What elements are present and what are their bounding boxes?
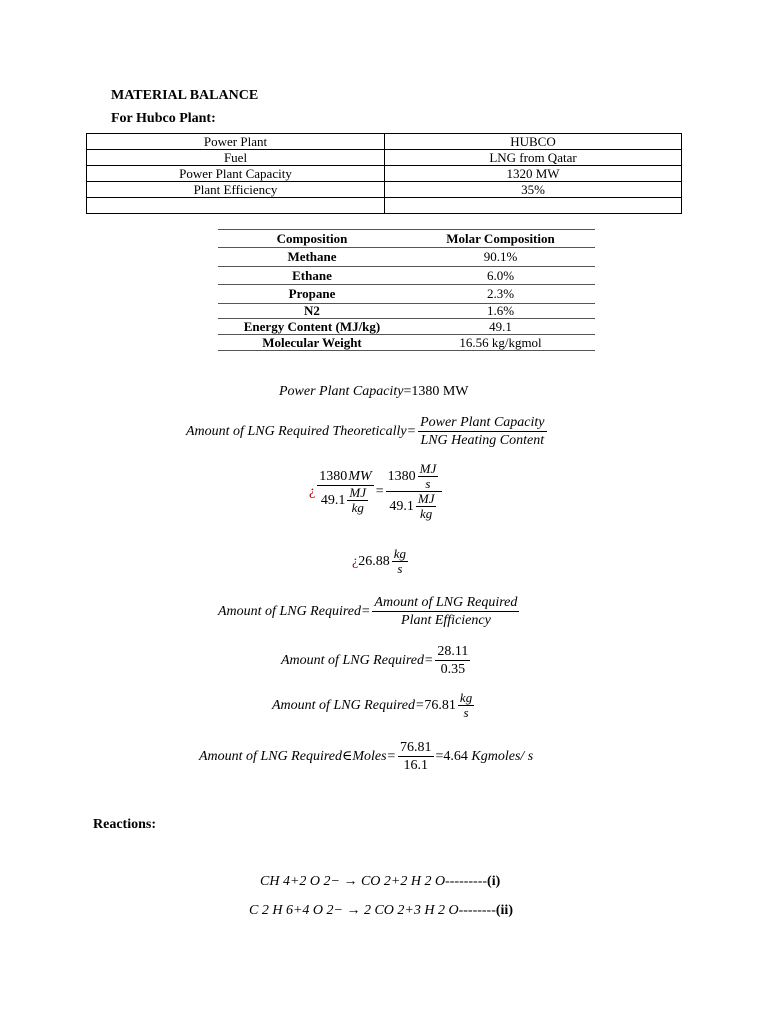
eq4-unit: [392, 547, 408, 576]
reaction-1: [260, 874, 500, 890]
eq6-numerator: 28.11: [437, 644, 469, 659]
eq1-rhs: =1380 MW: [403, 384, 469, 399]
eq6-lhs: Amount of LNG Required=: [281, 652, 434, 668]
reaction-2-label: (ii): [495, 903, 513, 918]
eq3-num2-unit-num: MJ: [419, 461, 437, 476]
eq2-denominator: LNG Heating Content: [420, 433, 545, 448]
plant-table-label: Fuel: [87, 150, 385, 166]
composition-value: 16.56 kg/kgmol: [406, 335, 595, 351]
eq8-fraction: [398, 739, 434, 774]
page-title: MATERIAL BALANCE: [111, 88, 259, 103]
equation-power-capacity: [279, 384, 469, 400]
plant-table-value: 1320 MW: [385, 166, 682, 182]
eq3-den2-unit-num: MJ: [417, 491, 435, 506]
eq1-lhs: Power Plant Capacity: [279, 384, 404, 399]
eq5-lhs: Amount of LNG Required=: [218, 603, 371, 619]
eq8-rhs-value: =4.64: [435, 748, 468, 764]
reaction-2-dashes: --------: [458, 903, 496, 918]
eq8-denominator: 16.1: [403, 758, 428, 773]
composition-name: Ethane: [218, 267, 406, 285]
composition-value: 6.0%: [406, 267, 595, 285]
equation-lng-moles: [199, 739, 533, 774]
eq3-equals: =: [375, 483, 384, 499]
eq3-den2-value: 49.1: [389, 499, 414, 514]
composition-value: 2.3%: [406, 285, 595, 304]
composition-header-row: [218, 230, 595, 248]
plant-table-value: HUBCO: [385, 134, 682, 150]
plant-table-value: 35%: [385, 182, 682, 198]
composition-row: [218, 304, 595, 319]
eq3-num2-unit-den: s: [425, 476, 431, 491]
plant-table-label: Power Plant: [87, 134, 385, 150]
reaction-1-formula: CH 4+2 O 2− → CO 2+2 H 2 O: [260, 874, 446, 889]
plant-table-row: [87, 150, 682, 166]
eq5-numerator: Amount of LNG Required: [374, 595, 518, 610]
eq2-numerator: Power Plant Capacity: [420, 415, 545, 430]
plant-table-value: LNG from Qatar: [385, 150, 682, 166]
composition-row: [218, 335, 595, 351]
eq7-value: 76.81: [424, 697, 456, 713]
eq3-den1-unit-num: MJ: [349, 485, 367, 500]
eq8-lhs: Amount of LNG Required∈Moles=: [199, 749, 396, 764]
reaction-1-dashes: ---------: [445, 874, 488, 889]
eq3-value1: 1380: [319, 469, 348, 484]
composition-row: [218, 248, 595, 267]
plant-table-row: [87, 166, 682, 182]
eq3-num2-unit: [418, 462, 439, 491]
eq7-unit: [458, 691, 474, 720]
eq8-rhs-unit: Kgmoles/ s: [471, 748, 534, 764]
eq5-denominator: Plant Efficiency: [401, 613, 491, 628]
eq7-unit-num: kg: [459, 690, 473, 705]
reactions-heading: Reactions:: [93, 817, 156, 832]
plant-info-table: [86, 133, 682, 214]
equation-capacity-division: [309, 462, 444, 521]
plant-table-value: [385, 198, 682, 214]
plant-table-row: [87, 182, 682, 198]
equation-result-kgs: [352, 547, 410, 576]
eq4-unit-num: kg: [393, 546, 406, 561]
eq3-den1-value: 49.1: [320, 493, 346, 508]
eq6-fraction: [435, 643, 470, 678]
eq6-denominator: 0.35: [440, 662, 466, 677]
composition-name: Propane: [218, 285, 406, 304]
eq2-lhs: Amount of LNG Required Theoretically=: [186, 423, 417, 439]
equation-lng-result: [272, 691, 476, 720]
composition-value: 49.1: [406, 319, 595, 335]
composition-row: [218, 267, 595, 285]
plant-table-label: Power Plant Capacity: [87, 166, 385, 182]
eq8-numerator: 76.81: [400, 740, 432, 755]
eq3-den2-unit-den: kg: [420, 506, 433, 521]
eq3-mark: ¿: [309, 483, 316, 499]
eq3-unit1: MW: [348, 469, 372, 484]
plant-table-label: [87, 198, 385, 214]
eq3-den1-unit-den: kg: [351, 500, 364, 515]
molar-composition-header: Molar Composition: [406, 230, 595, 248]
eq4-mark: ¿: [352, 553, 359, 569]
section-subtitle: For Hubco Plant:: [111, 111, 216, 126]
composition-header: Composition: [218, 230, 406, 248]
plant-table-row: [87, 134, 682, 150]
eq7-lhs: Amount of LNG Required=: [272, 697, 425, 713]
eq7-unit-den: s: [463, 705, 469, 720]
composition-table: [218, 229, 595, 351]
composition-name: Molecular Weight: [218, 335, 406, 351]
composition-row: [218, 319, 595, 335]
reaction-2-formula: C 2 H 6+4 O 2− → 2 CO 2+3 H 2 O: [249, 903, 459, 918]
eq3-left-fraction: [317, 468, 374, 515]
reaction-2: [249, 903, 513, 919]
composition-row: [218, 285, 595, 304]
eq4-value: 26.88: [358, 553, 390, 569]
composition-name: N2: [218, 304, 406, 319]
eq3-value2: 1380: [387, 469, 416, 484]
equation-lng-efficiency: [218, 594, 521, 629]
plant-table-row: [87, 198, 682, 214]
reaction-1-label: (i): [487, 874, 501, 889]
eq3-den1-unit: [347, 486, 368, 515]
composition-name: Methane: [218, 248, 406, 267]
equation-lng-numeric: [281, 643, 472, 678]
plant-table-label: Plant Efficiency: [87, 182, 385, 198]
eq2-fraction: [418, 414, 546, 449]
composition-value: 1.6%: [406, 304, 595, 319]
equation-lng-theoretical: [186, 414, 549, 449]
composition-value: 90.1%: [406, 248, 595, 267]
eq4-unit-den: s: [397, 561, 403, 576]
eq3-den2-unit: [416, 492, 437, 521]
eq5-fraction: [372, 594, 519, 629]
composition-name: Energy Content (MJ/kg): [218, 319, 406, 335]
eq3-right-fraction: [386, 462, 443, 521]
